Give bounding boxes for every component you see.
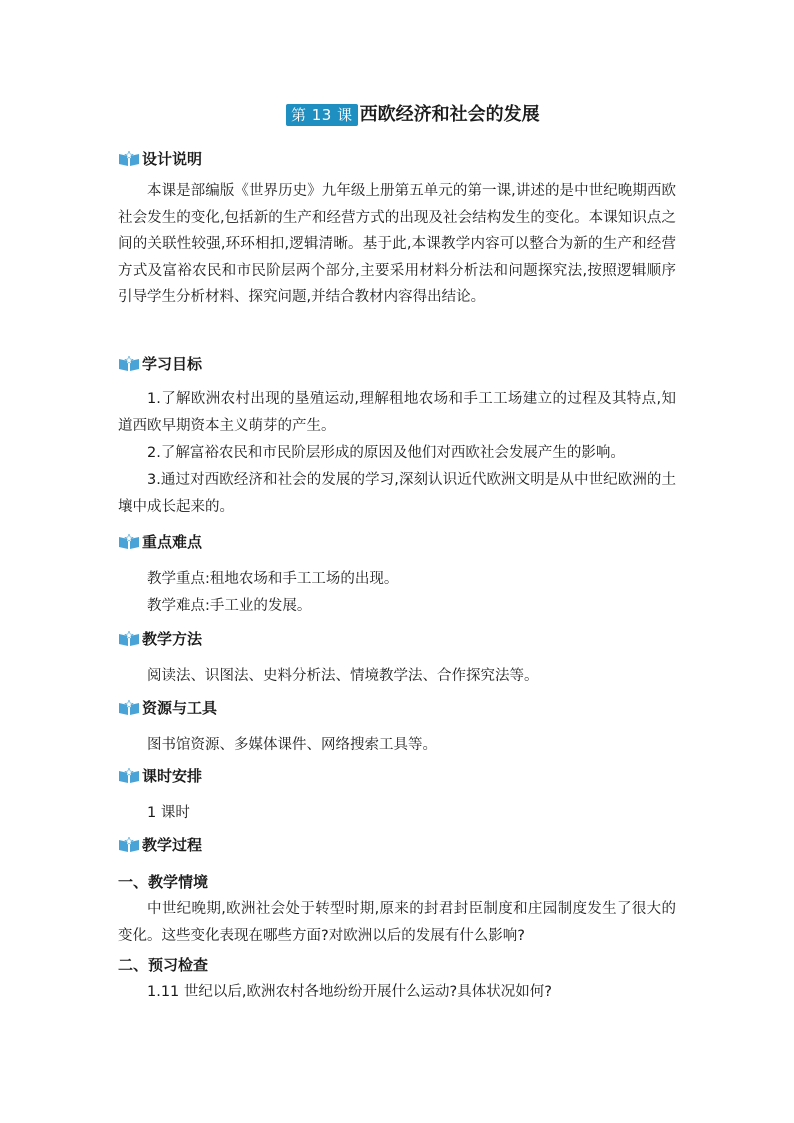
- section-label: 重点难点: [142, 533, 203, 551]
- section-label: 课时安排: [142, 767, 203, 785]
- book-sparkle-icon: [118, 768, 140, 784]
- section-label: 学习目标: [142, 355, 203, 373]
- methods-text: 阅读法、识图法、史料分析法、情境教学法、合作探究法等。: [147, 668, 539, 684]
- book-sparkle-icon: [118, 700, 140, 716]
- schedule-text: 1 课时: [147, 805, 190, 821]
- design-paragraph: 本课是部编版《世界历史》九年级上册第五单元的第一课,讲述的是中世纪晚期西欧社会发生的变化,包括新的生产和经营方式的出现及社会结构发生的变化。本课知识点之间的关联性较强,环环相扣,逻辑清晰。基于此,本课教学内容可以整合为新的生产和经营方式及富裕农民和市民阶层两个部分,主要采用材料分析法和问题探究法,按照逻辑顺序引导学生分析材料、探究问题,并结合教材内容得出结论。: [118, 183, 676, 305]
- section-label: 资源与工具: [142, 699, 218, 717]
- book-sparkle-icon: [118, 534, 140, 550]
- lesson-number-badge: 第 13 课: [286, 104, 358, 126]
- lesson-title-text: 西欧经济和社会的发展: [359, 104, 540, 125]
- book-sparkle-icon: [118, 151, 140, 167]
- process-part1-text: 中世纪晚期,欧洲社会处于转型时期,原来的封君封臣制度和庄园制度发生了很大的变化。这些变化表现在哪些方面?对欧洲以后的发展有什么影响?: [118, 901, 676, 944]
- section-label: 教学过程: [142, 836, 203, 854]
- teaching-difficulty: 教学难点:手工业的发展。: [147, 598, 312, 614]
- book-sparkle-icon: [118, 631, 140, 647]
- goal-item-2: 2.了解富裕农民和市民阶层形成的原因及他们对西欧社会发展产生的影响。: [147, 445, 625, 461]
- section-head-methods: [118, 629, 202, 649]
- section-head-schedule: [118, 766, 202, 786]
- book-sparkle-icon: [118, 837, 140, 853]
- section-label: 教学方法: [142, 630, 203, 648]
- section-head-goals: [118, 354, 202, 374]
- section-head-resources: [118, 698, 217, 718]
- goal-item-3: 3.通过对西欧经济和社会的发展的学习,深刻认识近代欧洲文明是从中世纪欧洲的土壤中成长起来的。: [118, 472, 676, 515]
- goal-item-1: 1.了解欧洲农村出现的垦殖运动,理解租地农场和手工工场建立的过程及其特点,知道西欧早期资本主义萌芽的产生。: [118, 391, 676, 434]
- section-head-process: [118, 835, 202, 855]
- book-sparkle-icon: [118, 356, 140, 372]
- process-part1-heading: 一、教学情境: [118, 873, 209, 891]
- lesson-title: [286, 103, 540, 127]
- process-part2-question-1: 1.11 世纪以后,欧洲农村各地纷纷开展什么运动?具体状况如何?: [147, 984, 552, 1000]
- section-head-design: [118, 149, 202, 169]
- teaching-focus: 教学重点:租地农场和手工工场的出现。: [147, 571, 399, 587]
- section-label: 设计说明: [142, 150, 203, 168]
- process-part2-heading: 二、预习检查: [118, 956, 209, 974]
- resources-text: 图书馆资源、多媒体课件、网络搜索工具等。: [147, 737, 437, 753]
- section-head-keypoints: [118, 532, 202, 552]
